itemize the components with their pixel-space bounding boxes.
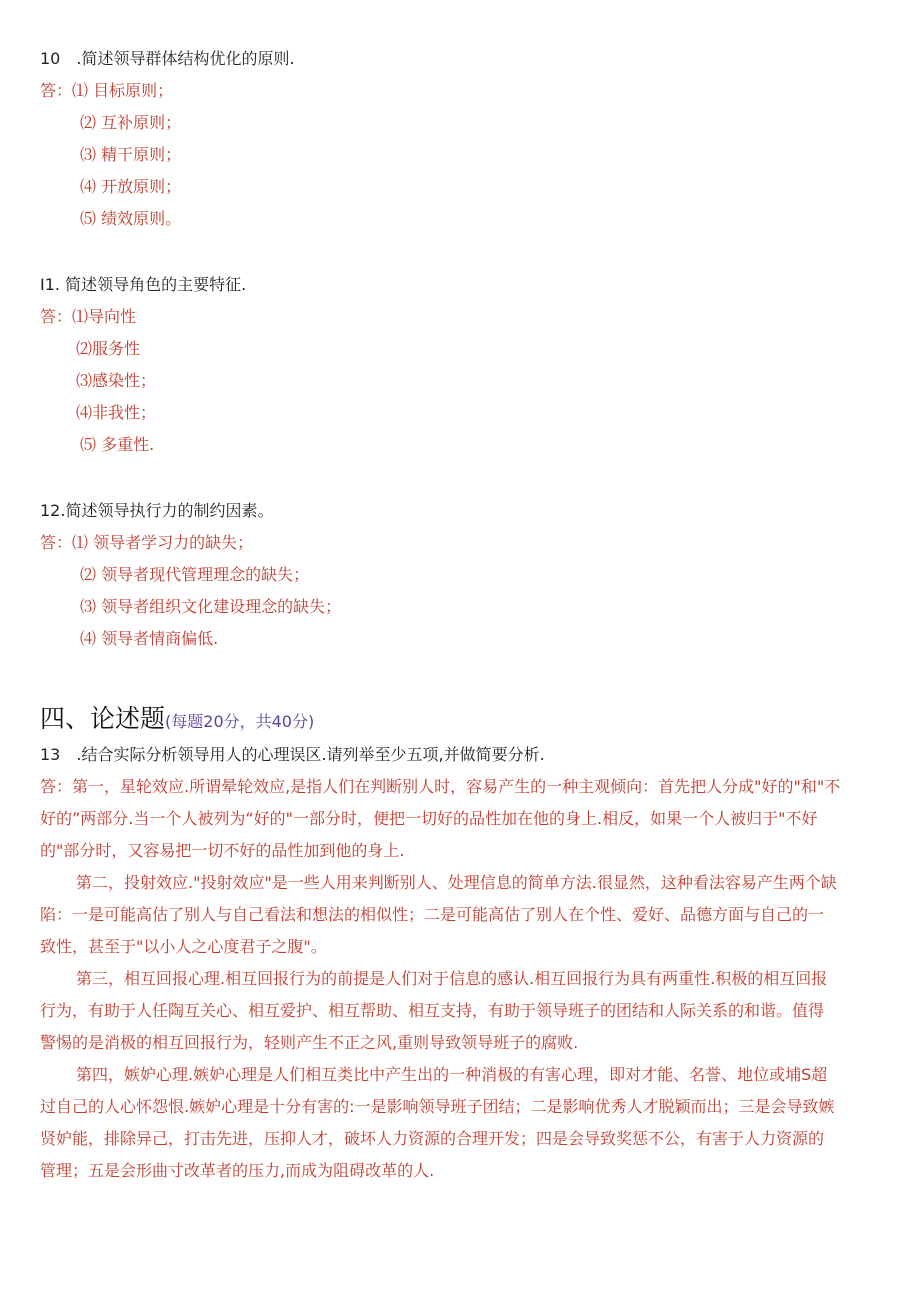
- q13-p3-line-1: 第三，相互回报心理.相互回报行为的前提是人们对于信息的感认.相互回报行为具有两重性.积极的相互回报: [76, 969, 828, 988]
- q13-p1-line-1: 答：第一，星轮效应.所谓晕轮效应,是指人们在判断别人时，容易产生的一种主观倾向：首先把人分成"好的"和"不: [40, 777, 841, 796]
- q11-answer-5: ⑸ 多重性.: [80, 435, 155, 454]
- section-heading-title: 四、论述题: [40, 704, 166, 733]
- q11-answer-1: 答：⑴导向性: [40, 307, 137, 326]
- q13-p4-line-1: 第四，嫉妒心理.嫉妒心理是人们相互类比中产生出的一种消极的有害心理，即对才能、名誉、地位或埔S超: [76, 1065, 828, 1084]
- q10-answer-2: ⑵ 互补原则；: [80, 113, 182, 132]
- q13-p3-line-2: 行为，有助于人任陶互关心、相互爱护、相互帮助、相互支持，有助于领导班子的团结和人际关系的和谐。值得: [40, 1001, 825, 1020]
- q12-title: 12.简述领导执行力的制约因素。: [40, 501, 274, 520]
- q10-answer-5: ⑸ 绩效原则。: [80, 209, 182, 228]
- q12-answer-1: 答：⑴ 领导者学习力的缺失；: [40, 533, 254, 552]
- q12-answer-4: ⑷ 领导者情商偏低.: [80, 629, 219, 648]
- q10-answer-3: ⑶ 精干原则；: [80, 145, 182, 164]
- q13-p4-line-3: 贤妒能，排除异己，打击先进，压抑人才，破坏人力资源的合理开发；四是会导致奖惩不公，有害于人力资源的: [40, 1129, 825, 1148]
- q10-answer-4: ⑷ 开放原则；: [80, 177, 182, 196]
- q13-p4-line-2: 过自己的人心怀怨恨.嫉妒心理是十分有害的:一是影响领导班子团结；二是影响优秀人才脱颖而出；三是会导致嫉: [40, 1097, 835, 1116]
- q13-p1-line-2: 好的”两部分.当一个人被列为“好的"一部分时，便把一切好的品性加在他的身上.相反，如果一个人被归于"不好: [40, 809, 818, 828]
- q11-answer-2: ⑵服务性: [76, 339, 141, 358]
- q13-p3-line-3: 警惕的是消极的相互回报行为，轻则产生不正之风,重则导致领导班子的腐败.: [40, 1033, 579, 1052]
- section-heading: [40, 702, 314, 739]
- q11-answer-3: ⑶感染性；: [76, 371, 157, 390]
- q13-p2-line-3: 致性，甚至于"以小人之心度君子之腹"。: [40, 937, 327, 956]
- q12-answer-3: ⑶ 领导者组织文化建设理念的缺失；: [80, 597, 342, 616]
- section-heading-note: (每题20分，共40分): [165, 712, 315, 731]
- q13-p2-line-1: 第二，投射效应."投射效应"是一些人用来判断别人、处理信息的简单方法.很显然，这种看法容易产生两个缺: [76, 873, 837, 892]
- q11-title: I1. 简述领导角色的主要特征.: [40, 275, 247, 294]
- q10-title: 10 .简述领导群体结构优化的原则.: [40, 49, 295, 68]
- q13-title: 13 .结合实际分析领导用人的心理误区.请列举至少五项,并做简要分析.: [40, 745, 545, 764]
- q13-p4-line-4: 管理；五是会形曲寸改革者的压力,而成为阻碍改革的人.: [40, 1161, 435, 1180]
- q13-p2-line-2: 陷：一是可能高估了别人与自己看法和想法的相似性；二是可能高估了别人在个性、爱好、品德方面与自己的一: [40, 905, 825, 924]
- q13-p1-line-3: 的"部分时，又容易把一切不好的品性加到他的身上.: [40, 841, 405, 860]
- q12-answer-2: ⑵ 领导者现代管理理念的缺失；: [80, 565, 310, 584]
- q10-answer-1: 答：⑴ 目标原则；: [40, 81, 174, 100]
- q11-answer-4: ⑷非我性；: [76, 403, 157, 422]
